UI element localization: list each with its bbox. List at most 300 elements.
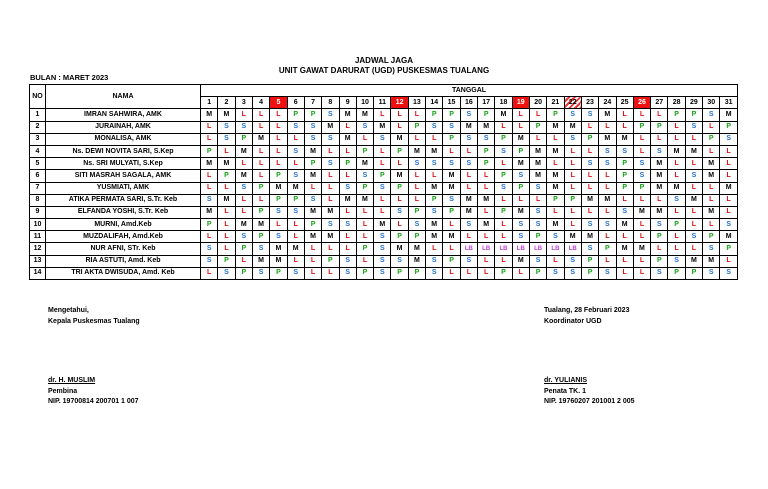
shift-cell: S [685, 170, 702, 182]
shift-cell: M [478, 219, 495, 231]
shift-cell: M [529, 145, 546, 157]
day-header: 29 [685, 97, 702, 109]
shift-cell: L [218, 243, 235, 255]
shift-cell: L [270, 121, 287, 133]
shift-cell: M [443, 231, 460, 243]
shift-cell: M [426, 219, 443, 231]
shift-cell: L [599, 255, 616, 267]
shift-cell: P [304, 109, 321, 121]
shift-cell: L [201, 121, 218, 133]
shift-cell: S [633, 170, 650, 182]
shift-cell: S [512, 231, 529, 243]
shift-cell: M [720, 182, 738, 194]
staff-name: IMRAN SAHWIRA, AMK [46, 109, 201, 121]
shift-cell: S [391, 255, 408, 267]
shift-cell: S [460, 109, 477, 121]
shift-cell: M [322, 231, 339, 243]
shift-cell: L [703, 121, 720, 133]
shift-cell: L [478, 206, 495, 218]
table-row [30, 109, 738, 121]
shift-cell: L [512, 194, 529, 206]
shift-cell: S [356, 121, 373, 133]
shift-cell: L [703, 194, 720, 206]
shift-cell: L [599, 231, 616, 243]
shift-cell: L [235, 158, 252, 170]
row-number: 8 [30, 194, 46, 206]
shift-cell: S [668, 255, 685, 267]
shift-cell: L [408, 182, 425, 194]
shift-cell: L [720, 170, 738, 182]
shift-cell: S [287, 145, 304, 157]
shift-cell: P [356, 243, 373, 255]
row-number: 3 [30, 133, 46, 145]
shift-cell: L [252, 170, 269, 182]
shift-cell: L [322, 170, 339, 182]
day-header: 4 [252, 97, 269, 109]
shift-cell: S [201, 194, 218, 206]
shift-cell: L [374, 206, 391, 218]
shift-cell: S [581, 158, 598, 170]
shift-cell: M [426, 145, 443, 157]
shift-cell: M [581, 194, 598, 206]
shift-cell: S [374, 267, 391, 279]
day-header: 26 [633, 97, 650, 109]
shift-cell: L [529, 133, 546, 145]
shift-cell: L [633, 255, 650, 267]
shift-cell: L [633, 194, 650, 206]
footer-left-nip: NIP. 19700814 200701 1 007 [48, 398, 139, 405]
month-label: BULAN : MARET 2023 [30, 73, 109, 82]
shift-cell: P [443, 255, 460, 267]
shift-cell: L [512, 109, 529, 121]
staff-name: YUSMIATI, AMK [46, 182, 201, 194]
shift-cell: L [218, 182, 235, 194]
staff-name: TRI AKTA DWISUDA, Amd. Keb [46, 267, 201, 279]
shift-cell: M [685, 255, 702, 267]
shift-cell: S [616, 206, 633, 218]
shift-cell: L [564, 182, 581, 194]
day-header: 18 [495, 97, 512, 109]
shift-cell: L [599, 170, 616, 182]
shift-cell: LB [478, 243, 495, 255]
shift-cell: M [616, 133, 633, 145]
shift-cell: S [651, 219, 668, 231]
shift-cell: S [685, 121, 702, 133]
shift-cell: S [252, 267, 269, 279]
row-number: 1 [30, 109, 46, 121]
shift-cell: L [235, 206, 252, 218]
row-number: 5 [30, 158, 46, 170]
day-header: 14 [426, 97, 443, 109]
shift-cell: S [460, 133, 477, 145]
shift-cell: L [478, 267, 495, 279]
day-header: 2 [218, 97, 235, 109]
shift-cell: P [391, 267, 408, 279]
shift-cell: L [495, 121, 512, 133]
shift-cell: M [512, 158, 529, 170]
shift-cell: M [374, 219, 391, 231]
table-row [30, 194, 738, 206]
day-header: 11 [374, 97, 391, 109]
shift-cell: S [339, 255, 356, 267]
shift-cell: P [235, 267, 252, 279]
shift-cell: P [703, 133, 720, 145]
shift-cell: M [270, 182, 287, 194]
shift-cell: L [720, 194, 738, 206]
shift-cell: L [633, 219, 650, 231]
shift-cell: M [408, 145, 425, 157]
shift-cell: M [339, 194, 356, 206]
shift-cell: P [374, 170, 391, 182]
shift-cell: S [564, 267, 581, 279]
day-header: 8 [322, 97, 339, 109]
shift-cell: M [201, 158, 218, 170]
shift-cell: M [633, 206, 650, 218]
shift-cell: P [495, 206, 512, 218]
shift-cell: L [720, 206, 738, 218]
shift-cell: S [720, 267, 738, 279]
shift-cell: L [703, 145, 720, 157]
shift-cell: L [201, 170, 218, 182]
footer-left-name: dr. H. MUSLIM [48, 377, 96, 384]
footer-left-signature [48, 376, 139, 408]
shift-cell: L [633, 109, 650, 121]
shift-cell: L [391, 121, 408, 133]
day-header: 1 [201, 97, 218, 109]
shift-cell: P [218, 255, 235, 267]
shift-cell: M [581, 231, 598, 243]
shift-cell: M [218, 109, 235, 121]
shift-cell: M [668, 145, 685, 157]
shift-cell: L [356, 231, 373, 243]
shift-cell: S [703, 267, 720, 279]
shift-cell: L [252, 109, 269, 121]
shift-cell: L [201, 267, 218, 279]
shift-cell: P [633, 182, 650, 194]
shift-cell: M [426, 182, 443, 194]
table-row [30, 255, 738, 267]
schedule-table [29, 84, 738, 280]
shift-cell: L [304, 267, 321, 279]
shift-cell: S [599, 219, 616, 231]
shift-cell: S [322, 158, 339, 170]
shift-cell: M [201, 206, 218, 218]
shift-cell: L [270, 133, 287, 145]
shift-cell: L [633, 133, 650, 145]
shift-cell: L [685, 219, 702, 231]
shift-cell: L [391, 109, 408, 121]
shift-cell: S [304, 194, 321, 206]
footer-left-position: Kepala Puskesmas Tualang [48, 317, 140, 325]
shift-cell: P [339, 158, 356, 170]
staff-name: RIA ASTUTI, Amd. Keb [46, 255, 201, 267]
footer-right-nip: NIP. 19760207 201001 2 005 [544, 398, 635, 405]
shift-cell: L [616, 109, 633, 121]
shift-cell: L [408, 170, 425, 182]
shift-cell: L [287, 231, 304, 243]
shift-cell: L [218, 206, 235, 218]
shift-cell: S [460, 219, 477, 231]
shift-cell: M [356, 194, 373, 206]
shift-cell: M [460, 206, 477, 218]
shift-cell: S [529, 182, 546, 194]
shift-cell: L [339, 231, 356, 243]
shift-cell: M [339, 109, 356, 121]
shift-cell: L [564, 145, 581, 157]
row-number: 10 [30, 219, 46, 231]
day-header: 31 [720, 97, 738, 109]
shift-cell: M [391, 243, 408, 255]
shift-cell: P [495, 133, 512, 145]
shift-cell: M [235, 145, 252, 157]
footer-right-position: Koordinator UGD [544, 317, 602, 325]
shift-cell: P [512, 145, 529, 157]
table-row [30, 182, 738, 194]
shift-cell: L [252, 145, 269, 157]
shift-cell: S [235, 182, 252, 194]
shift-cell: L [339, 121, 356, 133]
shift-cell: L [616, 194, 633, 206]
shift-cell: P [685, 109, 702, 121]
footer-left-greeting: Mengetahui, [48, 307, 89, 314]
day-header: 10 [356, 97, 373, 109]
shift-cell: M [529, 158, 546, 170]
shift-cell: S [287, 206, 304, 218]
shift-cell: L [408, 194, 425, 206]
footer-right-signature [544, 376, 635, 408]
shift-cell: L [599, 206, 616, 218]
shift-cell: L [651, 133, 668, 145]
shift-cell: L [668, 170, 685, 182]
shift-cell: M [651, 158, 668, 170]
shift-cell: P [478, 158, 495, 170]
shift-cell: L [564, 158, 581, 170]
shift-cell: P [287, 109, 304, 121]
shift-cell: M [685, 145, 702, 157]
shift-cell: S [547, 267, 564, 279]
shift-cell: P [391, 182, 408, 194]
shift-cell: M [564, 121, 581, 133]
shift-cell: P [616, 182, 633, 194]
staff-name: SITI MASRAH SAGALA, AMK [46, 170, 201, 182]
shift-cell: L [339, 145, 356, 157]
shift-cell: S [599, 145, 616, 157]
staff-name: ATIKA PERMATA SARI, S.Tr. Keb [46, 194, 201, 206]
shift-cell: P [668, 219, 685, 231]
shift-cell: S [322, 219, 339, 231]
shift-cell: P [235, 243, 252, 255]
shift-cell: P [426, 194, 443, 206]
shift-cell: M [703, 170, 720, 182]
shift-cell: LB [495, 243, 512, 255]
day-header: 13 [408, 97, 425, 109]
shift-cell: L [201, 133, 218, 145]
day-header: 7 [304, 97, 321, 109]
shift-cell: L [564, 206, 581, 218]
shift-cell: M [270, 255, 287, 267]
shift-cell: L [651, 109, 668, 121]
staff-name: ELFANDA YOSHI, S.Tr. Keb [46, 206, 201, 218]
shift-cell: L [322, 194, 339, 206]
shift-cell: M [270, 243, 287, 255]
shift-cell: L [304, 182, 321, 194]
shift-cell: P [443, 133, 460, 145]
footer-right-place-date: Tualang, 28 Februari 2023 [544, 307, 630, 314]
shift-cell: S [270, 231, 287, 243]
shift-cell: L [547, 255, 564, 267]
shift-cell: M [287, 243, 304, 255]
shift-cell: L [391, 194, 408, 206]
shift-cell: L [270, 145, 287, 157]
shift-cell: L [720, 255, 738, 267]
shift-cell: L [426, 170, 443, 182]
shift-cell: S [564, 255, 581, 267]
shift-cell: M [235, 170, 252, 182]
shift-cell: S [443, 194, 460, 206]
shift-cell: P [529, 231, 546, 243]
day-header: 20 [529, 97, 546, 109]
shift-cell: S [460, 255, 477, 267]
shift-cell: L [235, 194, 252, 206]
shift-cell: P [478, 109, 495, 121]
shift-cell: L [564, 219, 581, 231]
shift-cell: M [235, 219, 252, 231]
shift-cell: P [478, 145, 495, 157]
table-row [30, 231, 738, 243]
shift-cell: P [443, 206, 460, 218]
shift-cell: L [322, 243, 339, 255]
shift-cell: S [339, 182, 356, 194]
shift-cell: LB [564, 243, 581, 255]
shift-cell: P [201, 219, 218, 231]
shift-cell: S [460, 158, 477, 170]
day-header: 15 [443, 97, 460, 109]
shift-cell: L [720, 158, 738, 170]
shift-cell: M [651, 206, 668, 218]
shift-cell: P [287, 194, 304, 206]
shift-cell: L [287, 219, 304, 231]
shift-cell: M [512, 133, 529, 145]
shift-cell: L [218, 231, 235, 243]
shift-cell: P [599, 243, 616, 255]
shift-cell: S [564, 133, 581, 145]
shift-cell: S [374, 231, 391, 243]
shift-cell: P [564, 194, 581, 206]
shift-cell: P [218, 170, 235, 182]
shift-cell: L [252, 158, 269, 170]
shift-cell: M [478, 121, 495, 133]
footer-left-rank: Pembina [48, 387, 78, 395]
shift-cell: L [287, 158, 304, 170]
shift-cell: M [391, 170, 408, 182]
shift-cell: S [426, 121, 443, 133]
document-title: JADWAL JAGA [354, 56, 414, 65]
shift-cell: P [581, 267, 598, 279]
shift-cell: L [460, 145, 477, 157]
shift-cell: M [651, 170, 668, 182]
shift-cell: P [426, 109, 443, 121]
shift-cell: L [235, 109, 252, 121]
shift-cell: P [651, 121, 668, 133]
staff-name: MURNI, Amd.Keb [46, 219, 201, 231]
shift-cell: M [547, 182, 564, 194]
shift-cell: L [270, 219, 287, 231]
footer-right-rank: Penata TK. 1 [544, 387, 587, 395]
shift-cell: P [408, 121, 425, 133]
shift-cell: S [374, 255, 391, 267]
shift-cell: L [218, 219, 235, 231]
shift-cell: S [218, 267, 235, 279]
shift-cell: M [460, 194, 477, 206]
shift-cell: M [599, 109, 616, 121]
shift-cell: S [529, 255, 546, 267]
row-number: 2 [30, 121, 46, 133]
day-header: 30 [703, 97, 720, 109]
shift-cell: S [287, 267, 304, 279]
shift-cell: L [201, 231, 218, 243]
shift-cell: L [668, 243, 685, 255]
shift-cell: M [356, 158, 373, 170]
footer-left-block [48, 306, 140, 327]
shift-cell: S [651, 145, 668, 157]
shift-cell: M [218, 158, 235, 170]
shift-cell: L [304, 243, 321, 255]
shift-cell: P [495, 170, 512, 182]
shift-cell: P [356, 145, 373, 157]
shift-cell: L [374, 158, 391, 170]
shift-cell: L [426, 133, 443, 145]
shift-cell: P [512, 182, 529, 194]
shift-cell: M [356, 109, 373, 121]
shift-cell: LB [547, 243, 564, 255]
shift-cell: P [304, 219, 321, 231]
shift-cell: M [547, 145, 564, 157]
shift-cell: M [443, 182, 460, 194]
day-header: 27 [651, 97, 668, 109]
shift-cell: LB [460, 243, 477, 255]
shift-cell: M [391, 133, 408, 145]
shift-cell: L [581, 121, 598, 133]
shift-cell: S [529, 206, 546, 218]
shift-cell: M [703, 206, 720, 218]
shift-cell: S [339, 267, 356, 279]
shift-cell: L [495, 194, 512, 206]
shift-cell: P [391, 231, 408, 243]
shift-cell: M [547, 121, 564, 133]
shift-cell: M [720, 231, 738, 243]
shift-cell: S [443, 158, 460, 170]
shift-cell: M [512, 206, 529, 218]
shift-cell: L [512, 121, 529, 133]
shift-cell: S [529, 219, 546, 231]
shift-cell: L [235, 255, 252, 267]
day-header: 23 [581, 97, 598, 109]
shift-cell: L [322, 145, 339, 157]
shift-cell: L [408, 109, 425, 121]
shift-cell: M [478, 194, 495, 206]
shift-cell: L [356, 206, 373, 218]
shift-cell: L [668, 231, 685, 243]
shift-cell: M [685, 194, 702, 206]
shift-cell: M [252, 133, 269, 145]
shift-cell: L [391, 219, 408, 231]
shift-cell: S [495, 145, 512, 157]
shift-cell: P [408, 206, 425, 218]
shift-cell: L [547, 133, 564, 145]
shift-cell: S [218, 121, 235, 133]
shift-cell: L [339, 170, 356, 182]
shift-cell: L [685, 243, 702, 255]
